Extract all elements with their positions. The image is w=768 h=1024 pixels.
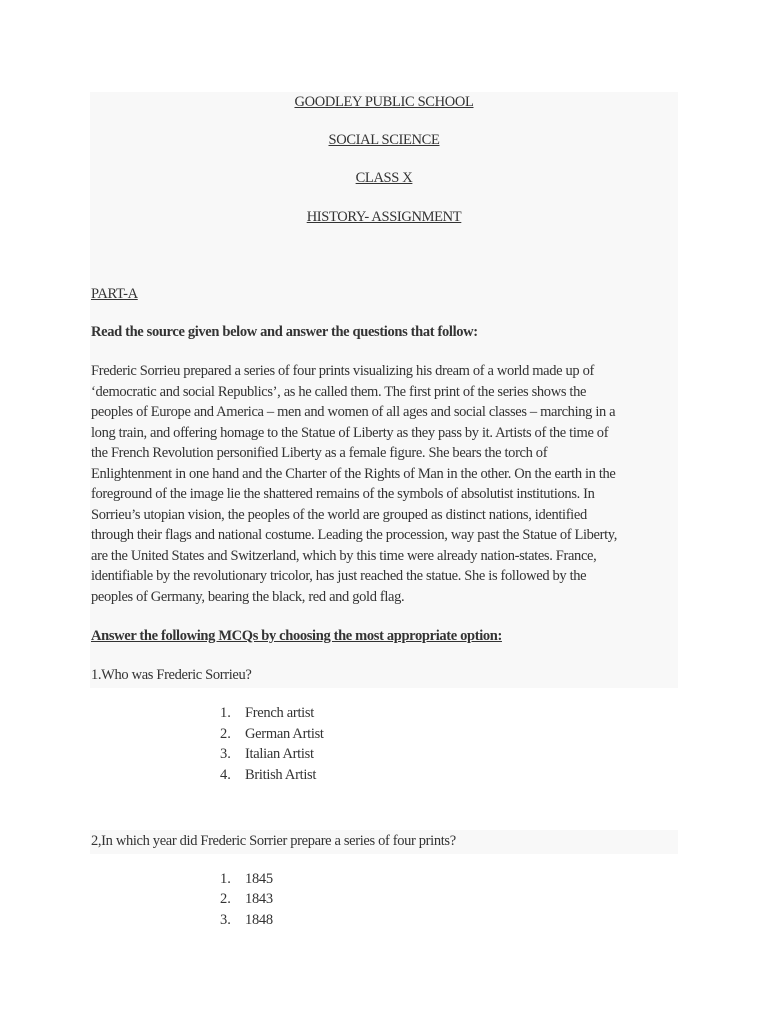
mcq-instruction: Answer the following MCQs by choosing the most appropriate option: <box>91 628 502 644</box>
option-number: 3. <box>220 746 231 762</box>
option-label: 1848 <box>245 912 273 928</box>
passage-line: peoples of Europe and America – men and women of all ages and social classes – marching in a <box>91 404 616 420</box>
question-1: 1.Who was Frederic Sorrieu? <box>91 667 252 683</box>
subject-title: SOCIAL SCIENCE <box>328 132 440 148</box>
passage-line: peoples of Germany, bearing the black, red and gold flag. <box>91 589 405 605</box>
passage-line: Enlightenment in one hand and the Charter of the Rights of Man in the other. On the earth in the <box>91 466 616 482</box>
assignment-title: HISTORY- ASSIGNMENT <box>306 209 462 225</box>
option-number: 4. <box>220 767 231 783</box>
option-number: 2. <box>220 726 231 742</box>
option-label: French artist <box>245 705 314 721</box>
option-label: 1843 <box>245 891 273 907</box>
option-number: 3. <box>220 912 231 928</box>
question-2: 2,In which year did Frederic Sorrier prepare a series of four prints? <box>91 833 456 849</box>
passage-line: through their flags and national costume. Leading the procession, way past the Statue of Liberty, <box>91 527 618 543</box>
passage-line: foreground of the image lie the shattered remains of the symbols of absolutist institutions. In <box>91 486 595 502</box>
option-label: Italian Artist <box>245 746 314 762</box>
part-heading: PART-A <box>91 286 138 302</box>
option-number: 1. <box>220 871 231 887</box>
option-number: 2. <box>220 891 231 907</box>
passage-line: are the United States and Switzerland, which by this time were already nation-states. France, <box>91 548 597 564</box>
option-label: 1845 <box>245 871 273 887</box>
passage-line: the French Revolution personified Liberty as a female figure. She bears the torch of <box>91 445 548 461</box>
passage-line: ‘democratic and social Republics’, as he called them. The first print of the series shows the <box>91 384 587 400</box>
option-number: 1. <box>220 705 231 721</box>
option-label: German Artist <box>245 726 324 742</box>
class-title: CLASS X <box>355 170 413 186</box>
passage-line: long train, and offering homage to the Statue of Liberty as they pass by it. Artists of the time of <box>91 425 609 441</box>
passage-line: Frederic Sorrieu prepared a series of four prints visualizing his dream of a world made up of <box>91 363 594 379</box>
passage-line: identifiable by the revolutionary tricolor, has just reached the statue. She is followed by the <box>91 568 587 584</box>
option-label: British Artist <box>245 767 317 783</box>
school-name: GOODLEY PUBLIC SCHOOL <box>294 94 474 110</box>
instruction: Read the source given below and answer the questions that follow: <box>91 324 478 340</box>
passage-line: Sorrieu’s utopian vision, the peoples of the world are grouped as distinct nations, identified <box>91 507 587 523</box>
